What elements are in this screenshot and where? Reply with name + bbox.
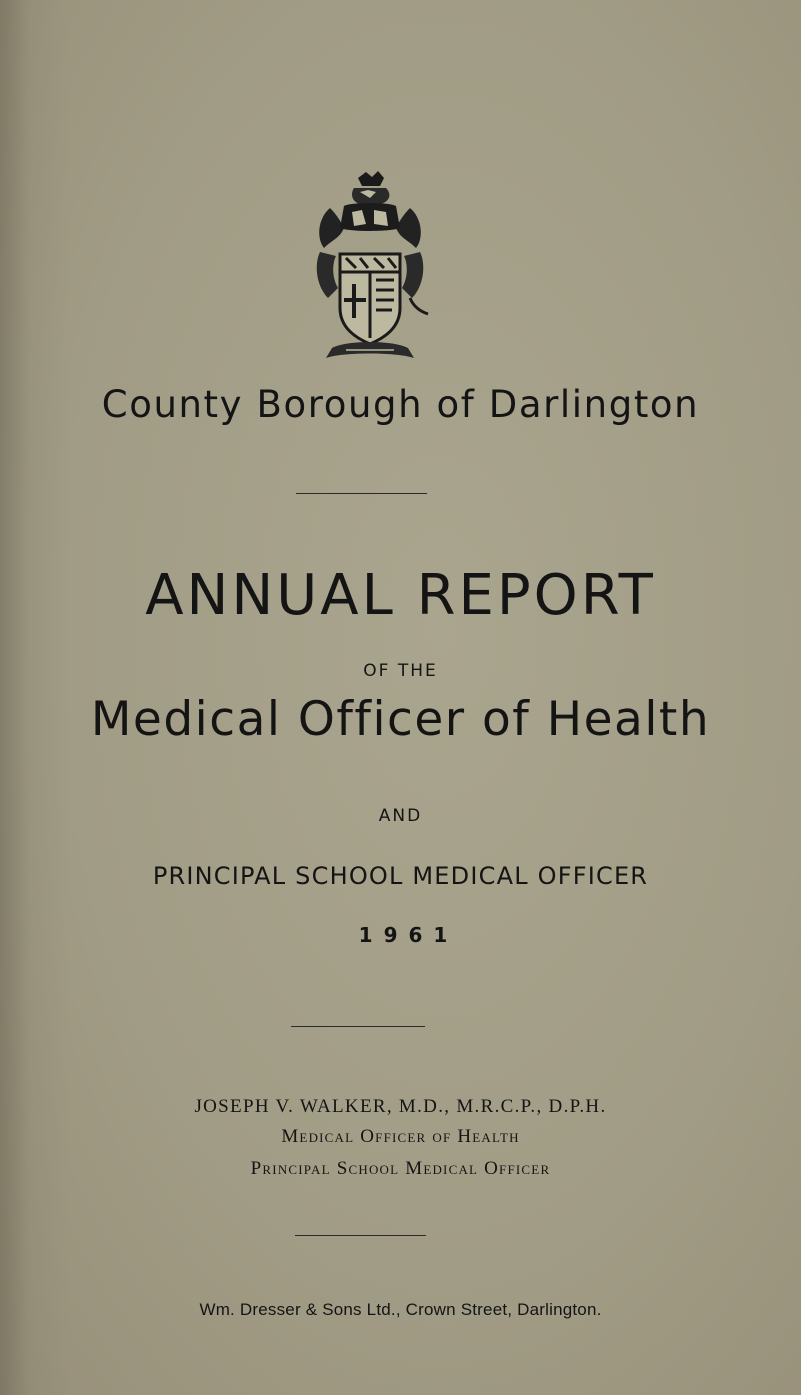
author-title-1: Medical Officer of Health [281, 1126, 520, 1147]
divider-middle [291, 1026, 425, 1027]
second-office-title: PRINCIPAL SCHOOL MEDICAL OFFICER [152, 862, 649, 890]
author-title-2: Principal School Medical Officer [250, 1158, 551, 1179]
coat-of-arms-icon [310, 168, 430, 368]
printer-credit: Wm. Dresser & Sons Ltd., Crown Street, Darlington. [199, 1300, 602, 1319]
of-the-label: OF THE [363, 661, 438, 681]
divider-bottom [295, 1235, 426, 1236]
author-name: JOSEPH V. WALKER, M.D., M.R.C.P., D.P.H. [194, 1096, 607, 1117]
and-label: AND [378, 806, 423, 826]
borough-name: County Borough of Darlington [101, 383, 700, 426]
divider-top [296, 493, 427, 494]
report-title: ANNUAL REPORT [145, 563, 656, 628]
report-year: 1961 [358, 923, 459, 947]
office-title: Medical Officer of Health [90, 692, 711, 747]
